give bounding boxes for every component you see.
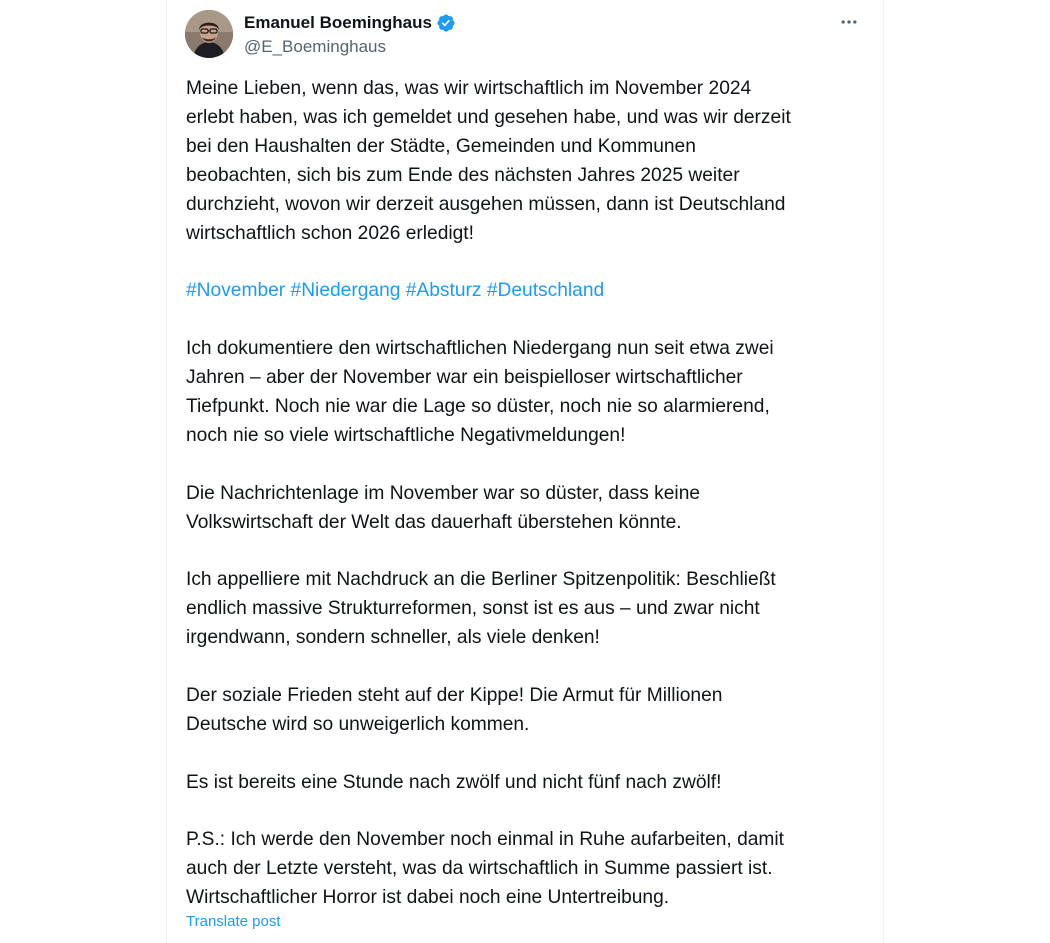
- more-horizontal-icon: [839, 12, 859, 32]
- author-name-row: [244, 12, 456, 34]
- author-display-name[interactable]: Emanuel Boeminghaus: [244, 13, 432, 32]
- tweet-paragraph: Ich appelliere mit Nachdruck an die Berliner Spitzenpolitik: Beschließt endlich massive Strukturreformen, sonst ist es aus – und zwar nicht irgendwann, sondern schneller, als viele denken!: [186, 569, 776, 649]
- hashtag-list: [186, 277, 866, 306]
- avatar-image: [185, 10, 233, 58]
- tweet-paragraph: P.S.: Ich werde den November noch einmal in Ruhe aufarbeiten, damit auch der Letzte versteht, was da wirtschaftlich in Summe passiert ist. Wirtschaftlicher Horror ist dabei noch eine Untertreibung.: [186, 829, 784, 909]
- hashtag-link[interactable]: #November: [186, 280, 286, 302]
- hashtag-link[interactable]: #Absturz: [405, 280, 482, 302]
- tweet-paragraph: Es ist bereits eine Stunde nach zwölf und nicht fünf nach zwölf!: [186, 771, 722, 793]
- hashtag-link[interactable]: #Deutschland: [486, 280, 605, 302]
- author-handle[interactable]: @E_Boeminghaus: [244, 37, 387, 56]
- tweet-text: [186, 75, 866, 913]
- hashtag-link[interactable]: #Niedergang: [290, 280, 401, 302]
- tweet-paragraph: Der soziale Frieden steht auf der Kippe! Die Armut für Millionen Deutsche wird so unweigerlich kommen.: [186, 684, 723, 735]
- tweet-paragraph: Ich dokumentiere den wirtschaftlichen Niedergang nun seit etwa zwei Jahren – aber der November war ein beispielloser wirtschaftlicher Tiefpunkt. Noch nie war die Lage so düster, noch nie so alarmierend, noch nie so viele wirtschaftliche Negativmeldungen!: [186, 338, 774, 446]
- tweet-paragraph: Meine Lieben, wenn das, was wir wirtschaftlich im November 2024 erlebt haben, was ich gemeldet und gesehen habe, und was wir derzeit bei den Haushalten der Städte, Gemeinden und Kommunen beobachten, sich bis zum Ende des nächsten Jahres 2025 weiter durchzieht, wovon wir derzeit ausgehen müssen, dann ist Deutschland wirtschaftlich schon 2026 erledigt!: [186, 78, 791, 244]
- translate-post-link[interactable]: Translate post: [186, 913, 281, 930]
- tweet-paragraph: Die Nachrichtenlage im November war so düster, dass keine Volkswirtschaft der Welt das dauerhaft überstehen könnte.: [186, 482, 701, 533]
- more-options-button[interactable]: [835, 12, 863, 32]
- verified-badge-icon: [436, 13, 456, 33]
- avatar[interactable]: [185, 10, 233, 58]
- tweet-card: [166, 0, 884, 943]
